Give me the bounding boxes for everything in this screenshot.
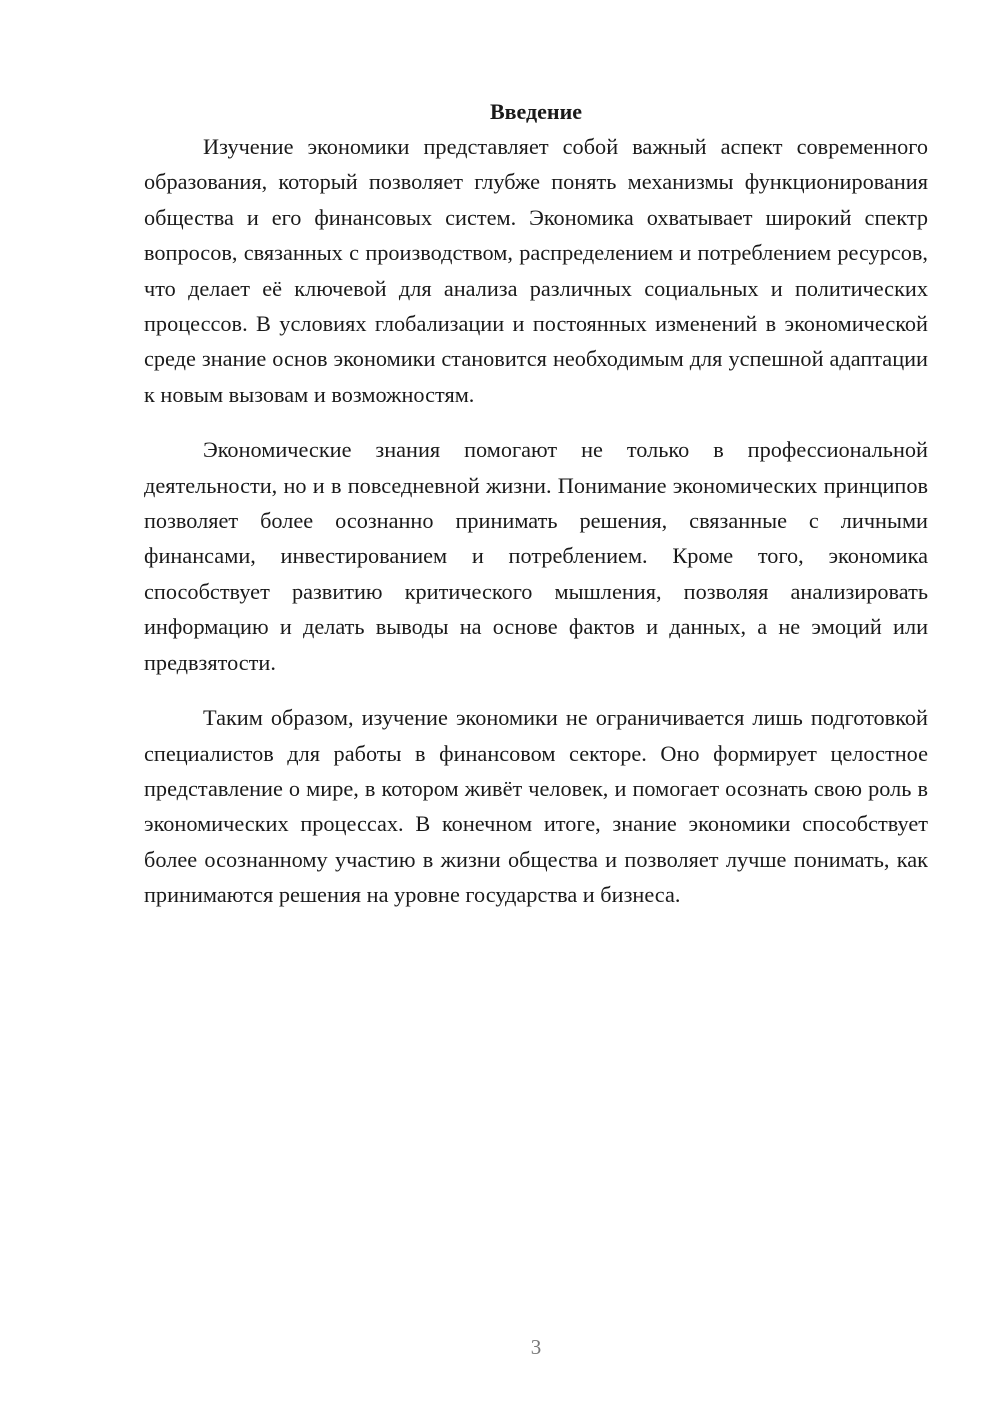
page-body <box>144 94 928 913</box>
paragraph-3: Таким образом, изучение экономики не ограничивается лишь подготовкой специалистов для работы в финансовом секторе. Оно формирует целостное представление о мире, в котором живёт человек, и помогает осознать свою роль в экономических процессах. В конечном итоге, знание экономики способствует более осознанному участию в жизни общества и позволяет лучше понимать, как принимаются решения на уровне государства и бизнеса. <box>144 705 928 908</box>
page-number: 3 <box>530 1335 542 1359</box>
paragraph-2: Экономические знания помогают не только в профессиональной деятельности, но и в повседневной жизни. Понимание экономических принципов позволяет более осознанно принимать решения, связанные с личными финансами, инвестированием и потреблением. Кроме того, экономика способствует развитию критического мышления, позволяя анализировать информацию и делать выводы на основе фактов и данных, а не эмоций или предвзятости. <box>144 437 928 675</box>
section-heading: Введение <box>489 99 583 124</box>
paragraph-1: Изучение экономики представляет собой важный аспект современного образования, который позволяет глубже понять механизмы функционирования общества и его финансовых систем. Экономика охватывает широкий спектр вопросов, связанных с производством, распределением и потреблением ресурсов, что делает её ключевой для анализа различных социальных и политических процессов. В условиях глобализации и постоянных изменений в экономической среде знание основ экономики становится необходимым для успешной адаптации к новым вызовам и возможностям. <box>144 134 928 407</box>
